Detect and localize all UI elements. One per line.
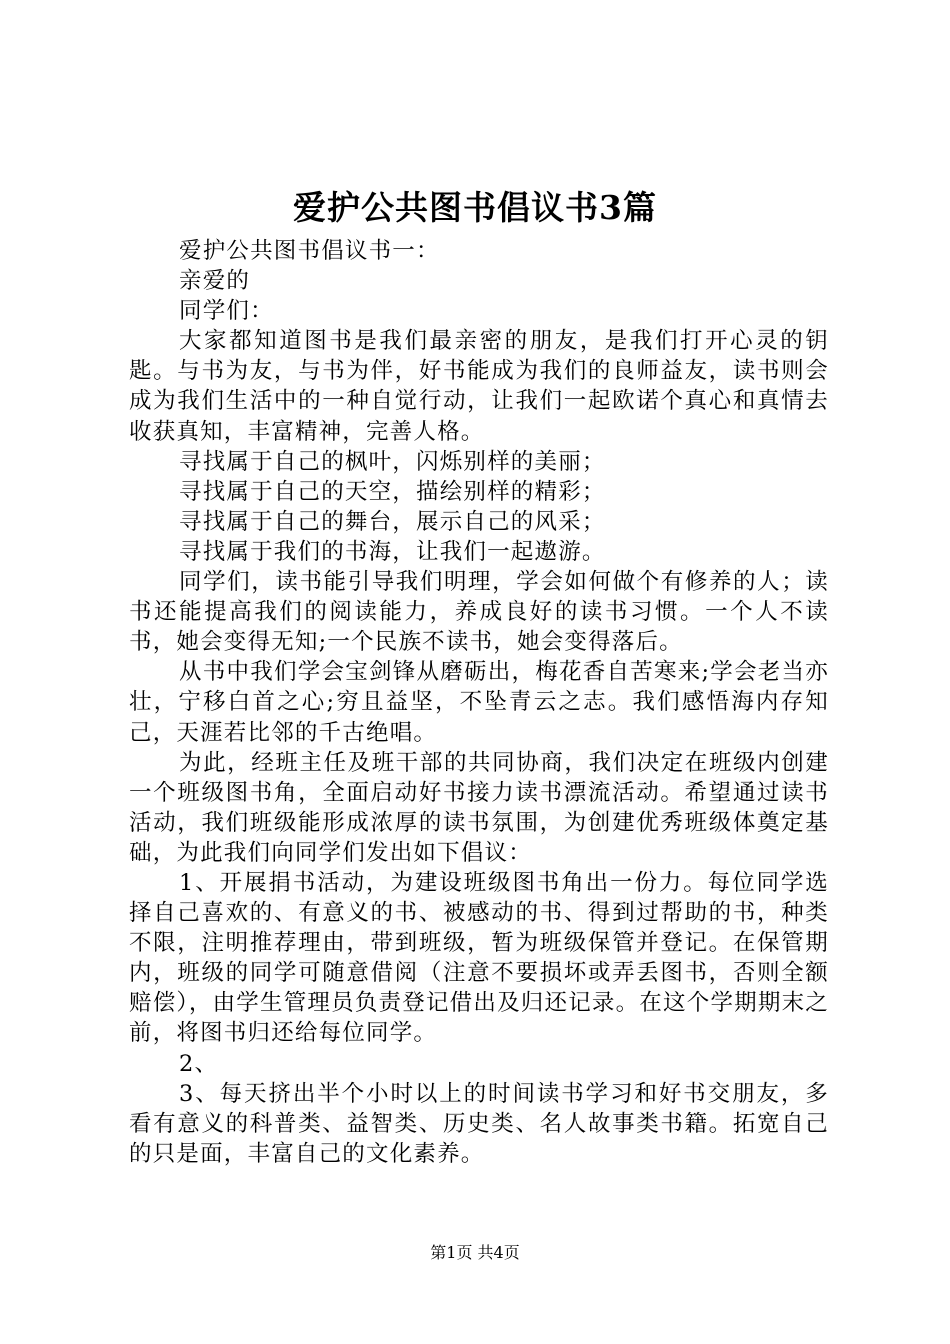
paragraph: 爱护公共图书倡议书一：: [179, 238, 440, 264]
page-footer: 第1页 共4页: [430, 1243, 520, 1262]
paragraph: 寻找属于我们的书海，让我们一起遨游。: [179, 538, 606, 565]
paragraph: 同学们：: [179, 298, 274, 325]
paragraph: 大家都知道图书是我们最亲密的朋友，是我们打开心灵的钥匙。与书为友，与书为伴，好书能成为我们的良师益友，读书则会成为我们生活中的一种自觉行动，让我们一起欧诺个真心和真情去收获真知，丰富精神，完善人格。: [129, 328, 829, 445]
document-body: [129, 236, 829, 1169]
paragraph: 寻找属于自己的舞台，展示自己的风采；: [179, 508, 606, 535]
paragraph: 寻找属于自己的枫叶，闪烁别样的美丽；: [179, 448, 606, 475]
document-title: 爱护公共图书倡议书3篇: [293, 188, 657, 227]
paragraph: 为此，经班主任及班干部的共同协商，我们决定在班级内创建一个班级图书角，全面启动好书接力读书漂流活动。希望通过读书活动，我们班级能形成浓厚的读书氛围，为创建优秀班级体奠定基础，为此我们向同学们发出如下倡议：: [129, 749, 829, 866]
paragraph: 3、每天挤出半个小时以上的时间读书学习和好书交朋友，多看有意义的科普类、益智类、历史类、名人故事类书籍。拓宽自己的只是面，丰富自己的文化素养。: [129, 1080, 829, 1167]
paragraph: 寻找属于自己的天空，描绘别样的精彩；: [179, 478, 606, 505]
paragraph: 从书中我们学会宝剑锋从磨砺出，梅花香自苦寒来;学会老当亦壮，宁移白首之心;穷且益坚，不坠青云之志。我们感悟海内存知己，天涯若比邻的千古绝唱。: [129, 659, 829, 746]
paragraph: 同学们，读书能引导我们明理，学会如何做个有修养的人；读书还能提高我们的阅读能力，养成良好的读书习惯。一个人不读书，她会变得无知;一个民族不读书，她会变得落后。: [129, 569, 829, 656]
paragraph: 2、: [179, 1050, 219, 1077]
paragraph: 亲爱的: [179, 268, 251, 295]
paragraph: 1、开展捐书活动，为建设班级图书角出一份力。每位同学选择自己喜欢的、有意义的书、被感动的书、得到过帮助的书，种类不限，注明推荐理由，带到班级，暂为班级保管并登记。在保管期内，班级的同学可随意借阅（注意不要损坏或弄丢图书，否则全额赔偿），由学生管理员负责登记借出及归还记录。在这个学期期末之前，将图书归还给每位同学。: [129, 869, 829, 1047]
